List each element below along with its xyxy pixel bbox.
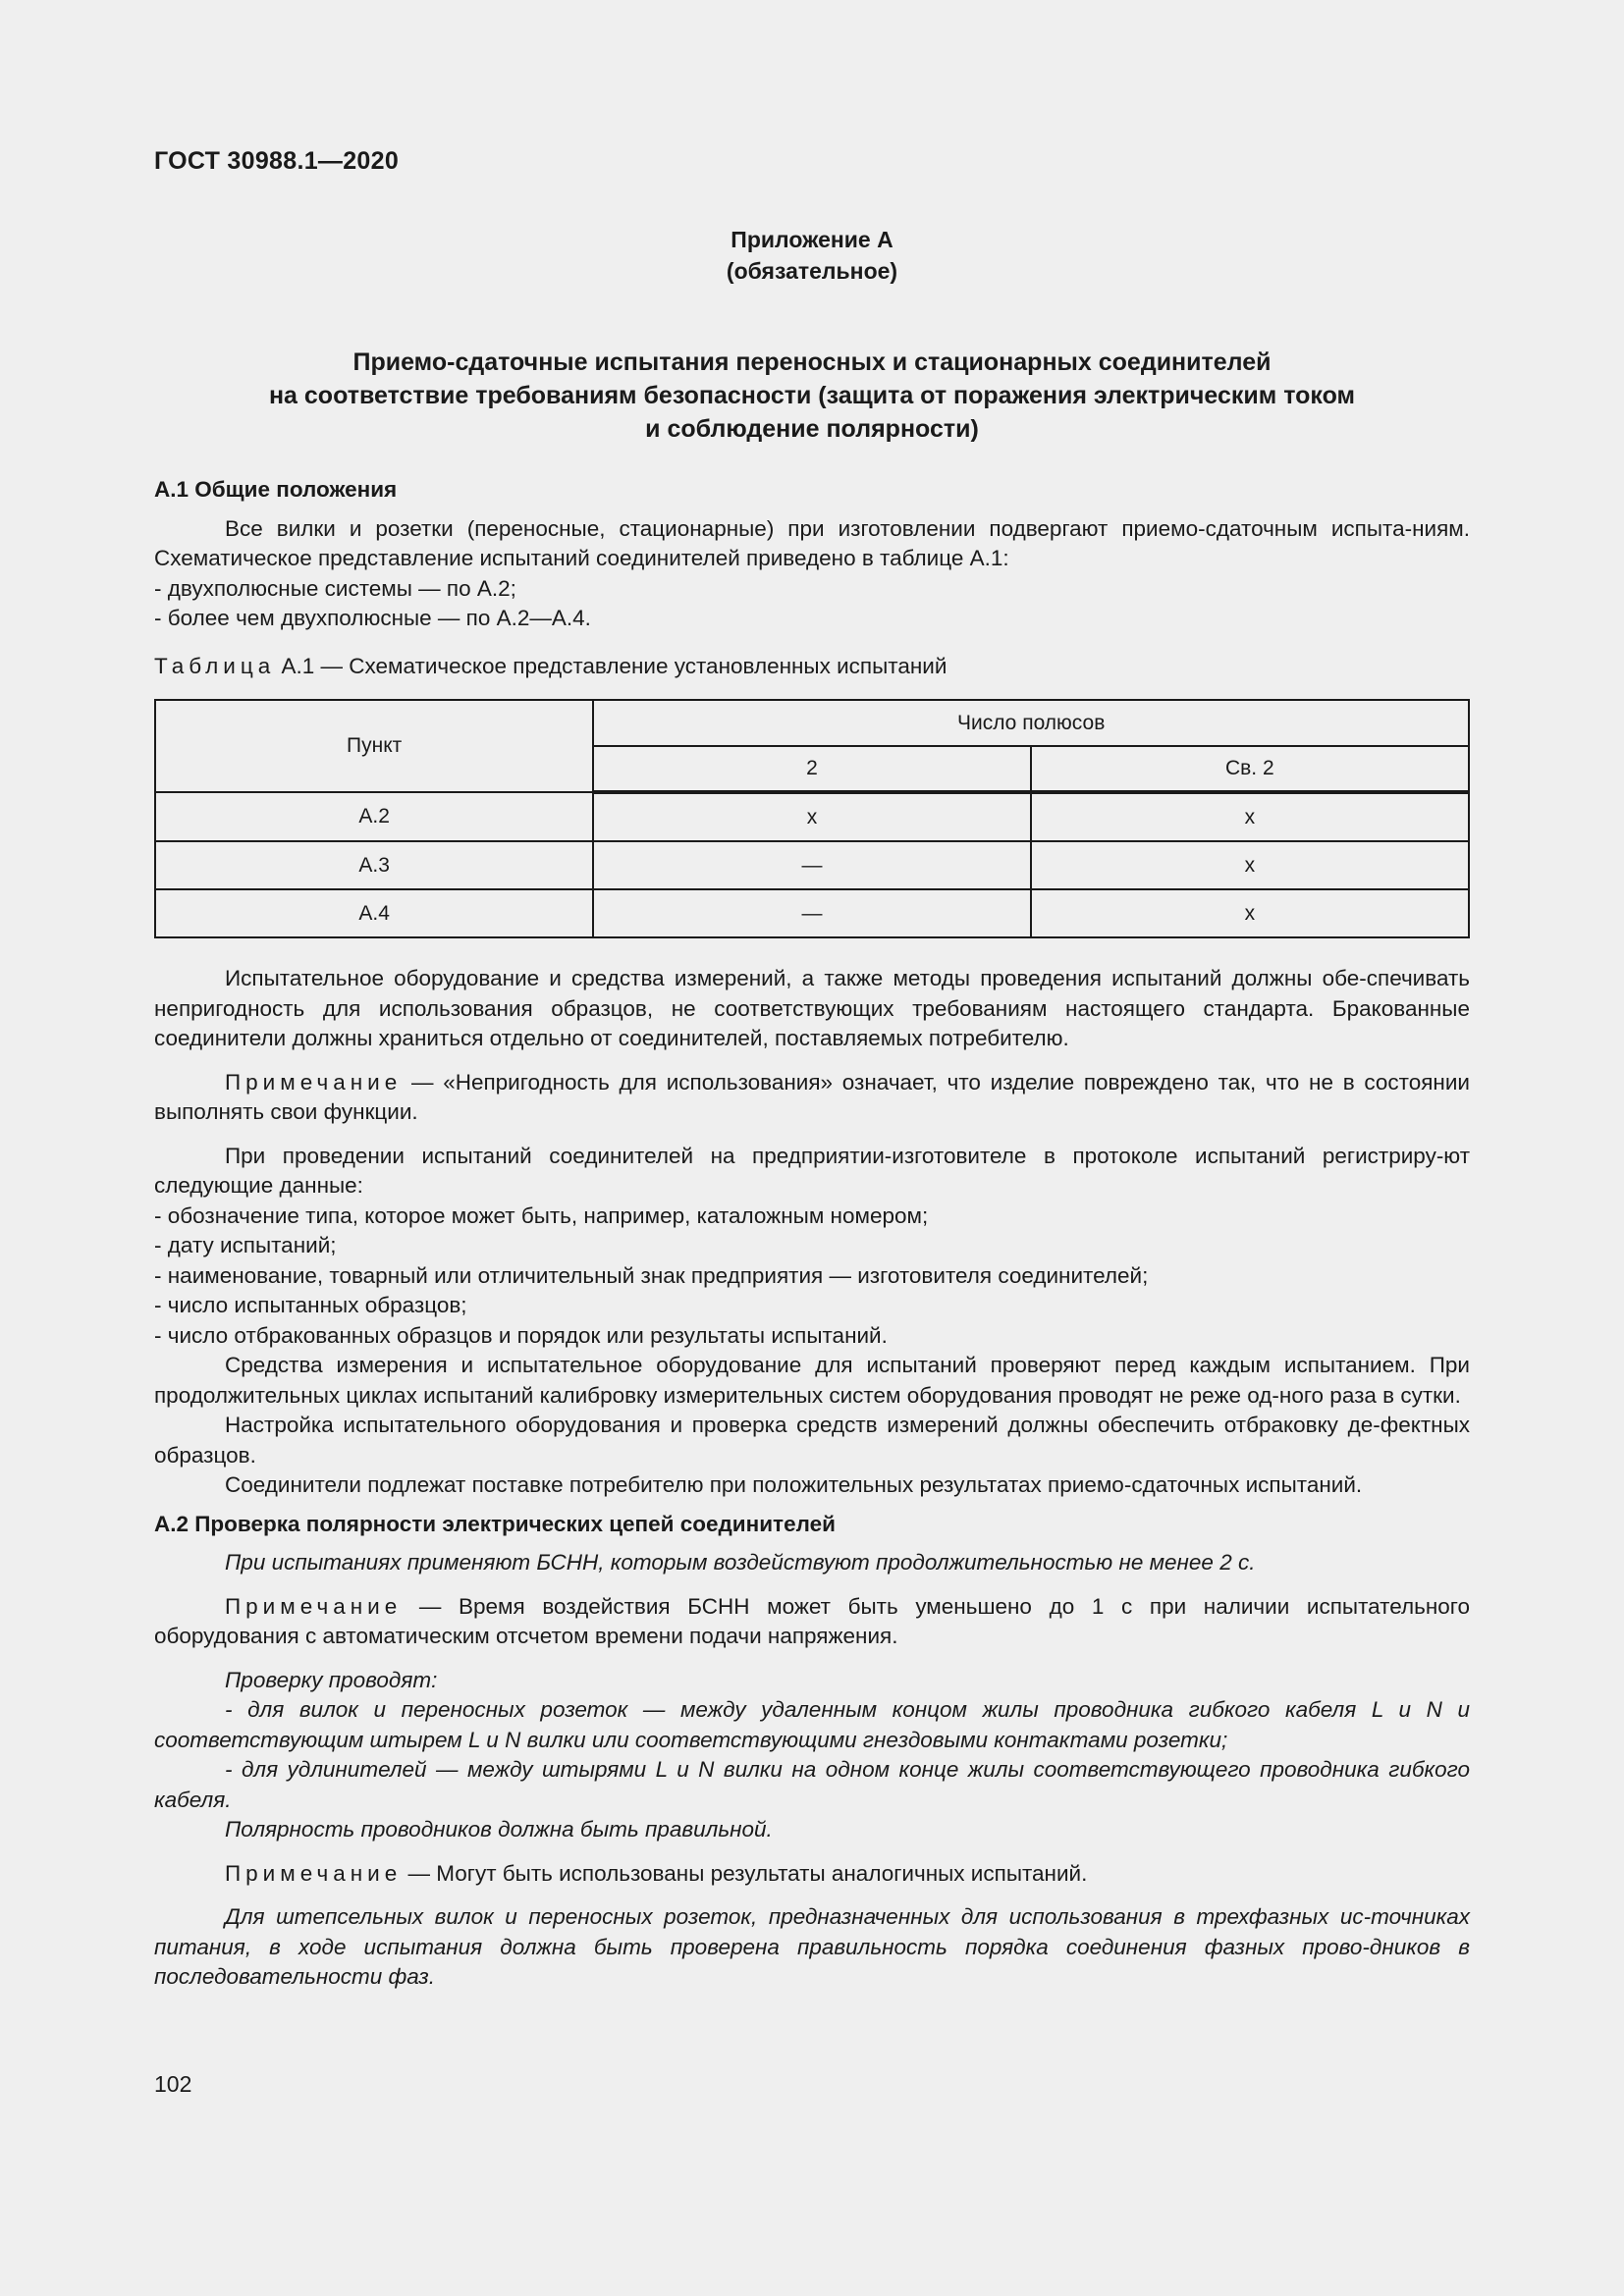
table-caption-text: А.1 — Схематическое представление установленных испытаний bbox=[281, 653, 947, 678]
table-caption bbox=[154, 652, 1470, 682]
table-row bbox=[155, 841, 1469, 889]
table-cell: А.3 bbox=[155, 841, 593, 889]
appendix-status: (обязательное) bbox=[726, 258, 898, 284]
list-item: - двухполюсные системы — по А.2; bbox=[154, 574, 1470, 605]
list-item: - обозначение типа, которое может быть, например, каталожным номером; bbox=[154, 1201, 1470, 1232]
page-number: 102 bbox=[154, 2071, 192, 2097]
poles-table bbox=[154, 699, 1470, 938]
main-title-line: на соответствие требованиям безопасности (защита от поражения электрическим током bbox=[268, 382, 1356, 409]
document-body bbox=[154, 475, 1470, 1993]
section-heading-a2: А.2 Проверка полярности электрических цепей соединителей bbox=[154, 1511, 836, 1536]
paragraph: При проведении испытаний соединителей на предприятии-изготовителе в протоколе испытаний регистриру-ют следующие данные: bbox=[154, 1143, 1470, 1198]
table-subheader: 2 bbox=[593, 746, 1030, 792]
table-header-item: Пункт bbox=[155, 700, 593, 792]
paragraph: Средства измерения и испытательное оборудование для испытаний проверяют перед каждым испытанием. При продолжительных циклах испытаний калибровку измерительных систем оборудования проводят не реже од-ного раза в сутки. bbox=[154, 1353, 1470, 1408]
note-text: — Могут быть использованы результаты аналогичных испытаний. bbox=[407, 1860, 1088, 1886]
document-code: ГОСТ 30988.1—2020 bbox=[154, 147, 400, 175]
table-row bbox=[155, 889, 1469, 937]
table-caption-label: Таблица bbox=[154, 653, 276, 678]
note bbox=[154, 1859, 1470, 1890]
table-cell: x bbox=[1031, 841, 1469, 889]
paragraph: Все вилки и розетки (переносные, стационарные) при изготовлении подвергают приемо-сдаточным испыта-ниям. Схематическое представление испытаний соединителей приведено в таблице А.1: bbox=[154, 515, 1470, 570]
list-item: - дату испытаний; bbox=[154, 1231, 1470, 1261]
note-text: — Время воздействия БСНН может быть уменьшено до 1 с при наличии испытательного оборудования с автоматическим отсчетом времени подачи напряжения. bbox=[154, 1593, 1470, 1648]
note bbox=[154, 1592, 1470, 1652]
paragraph: Проверку проводят: bbox=[225, 1667, 438, 1692]
paragraph: - для вилок и переносных розеток — между удаленным концом жилы проводника гибкого кабеля L и N и соответствующим штырем L и N вилки или соответствующими гнездовыми контактами розетки; bbox=[154, 1697, 1470, 1752]
list-item: - наименование, товарный или отличительный знак предприятия — изготовителя соединителей; bbox=[154, 1261, 1470, 1292]
table-cell: x bbox=[593, 792, 1030, 841]
paragraph: Полярность проводников должна быть правильной. bbox=[225, 1817, 773, 1842]
paragraph: Настройка испытательного оборудования и проверка средств измерений должны обеспечить отбраковку де-фектных образцов. bbox=[154, 1413, 1470, 1468]
main-title-line: Приемо-сдаточные испытания переносных и стационарных соединителей bbox=[352, 348, 1272, 376]
table-cell: x bbox=[1031, 792, 1469, 841]
paragraph: При испытаниях применяют БСНН, которым воздействуют продолжительностью не менее 2 с. bbox=[225, 1550, 1256, 1575]
list-item: - более чем двухполюсные — по А.2—А.4. bbox=[154, 604, 1470, 634]
main-title bbox=[154, 346, 1470, 446]
note bbox=[154, 1068, 1470, 1128]
paragraph: Испытательное оборудование и средства измерений, а также методы проведения испытаний должны обе-спечивать непригодность для использования образцов, не соответствующих требованиям настоящего стандарта. Бракованные соединители должны храниться отдельно от соединителей, поставляемых потребителю. bbox=[154, 966, 1470, 1050]
appendix-title: Приложение А bbox=[731, 227, 893, 252]
paragraph: - для удлинителей — между штырями L и N вилки на одном конце жилы соответствующего проводника гибкого кабеля. bbox=[154, 1757, 1470, 1812]
table-cell: — bbox=[593, 889, 1030, 937]
table-header-poles: Число полюсов bbox=[593, 700, 1469, 746]
table-cell: А.4 bbox=[155, 889, 593, 937]
note-label: Примечание bbox=[225, 1593, 403, 1619]
appendix-heading bbox=[0, 224, 1624, 287]
note-label: Примечание bbox=[225, 1860, 403, 1886]
paragraph: Для штепсельных вилок и переносных розеток, предназначенных для использования в трехфазных ис-точниках питания, в ходе испытания должна быть проверена правильность порядка соединения фазных прово-дников в последовательности фаз. bbox=[154, 1904, 1470, 1989]
section-heading-a1: А.1 Общие положения bbox=[154, 477, 398, 502]
table-cell: А.2 bbox=[155, 792, 593, 841]
table-subheader: Св. 2 bbox=[1031, 746, 1469, 792]
list-item: - число испытанных образцов; bbox=[154, 1291, 1470, 1321]
paragraph: Соединители подлежат поставке потребителю при положительных результатах приемо-сдаточных испытаний. bbox=[225, 1472, 1363, 1497]
note-text: — «Непригодность для использования» означает, что изделие повреждено так, что не в состоянии выполнять свои функции. bbox=[154, 1069, 1470, 1124]
table-row bbox=[155, 792, 1469, 841]
list-item: - число отбракованных образцов и порядок или результаты испытаний. bbox=[154, 1321, 1470, 1352]
table-cell: — bbox=[593, 841, 1030, 889]
note-label: Примечание bbox=[225, 1069, 403, 1095]
table-cell: x bbox=[1031, 889, 1469, 937]
main-title-line: и соблюдение полярности) bbox=[645, 415, 979, 443]
